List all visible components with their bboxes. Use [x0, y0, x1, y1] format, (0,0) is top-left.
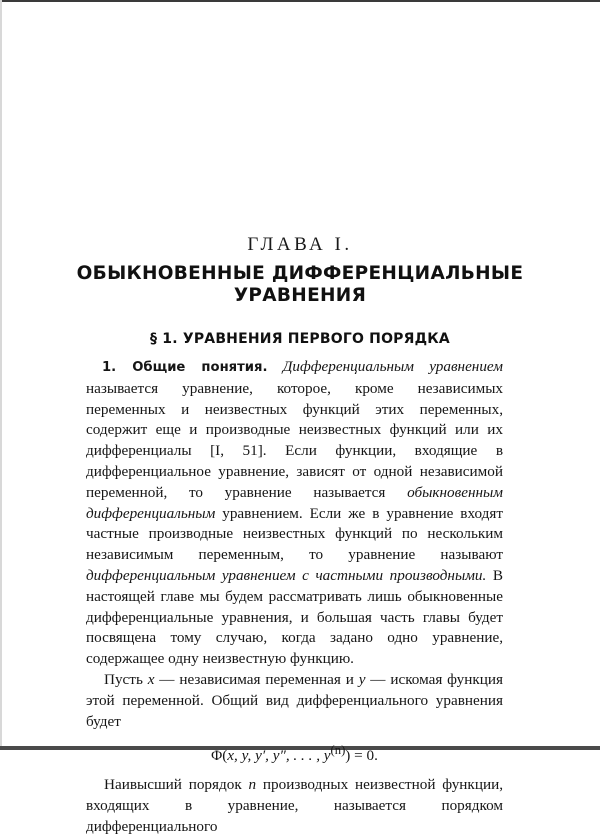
term-differential-equation: Дифференциальным уравнением — [282, 358, 503, 375]
formula-phi: Φ( — [211, 747, 228, 765]
term-ordinary-differential: обыкновенным дифференциальным — [86, 483, 503, 522]
math-variable-x: x — [147, 670, 155, 688]
general-equation-formula — [86, 740, 503, 767]
text-run: производных неизвестной функции, входящих в уравнение, называется порядком дифференциального — [86, 776, 503, 835]
text-run — [268, 358, 283, 375]
formula-order-superscript: (n) — [330, 743, 346, 758]
chapter-title-line-2: УРАВНЕНИЯ — [233, 285, 367, 306]
body-text — [86, 357, 503, 838]
formula-end: ) = 0. — [345, 747, 378, 765]
chapter-title — [60, 263, 540, 307]
chapter-label: ГЛАВА I. — [247, 234, 353, 255]
formula-arguments: x, y, y′, y″, . . . , y — [227, 747, 331, 765]
text-run: Пусть — [104, 670, 148, 688]
paragraph-order-definition — [86, 775, 503, 837]
section-title: § 1. УРАВНЕНИЯ ПЕРВОГО ПОРЯДКА — [150, 331, 450, 347]
text-run: называется уравнение, которое, кроме независимых переменных и неизвестных функций этих переменных, содержит еще и производные неизвестных функций или их дифференциалы [I, 51]. Если функции, входящие в дифференциальное уравнение, зависят от одной независимой переменной, то уравнение называется — [86, 379, 503, 501]
text-run: Наивысший порядок — [104, 776, 249, 794]
text-run: — независимая переменная и — [154, 670, 359, 688]
text-run: — искомая функция этой переменной. Общий вид дифференциального уравнения будет — [86, 670, 503, 730]
math-variable-y: y — [358, 670, 366, 688]
paragraph-general-form — [86, 670, 503, 732]
page-top-edge — [0, 0, 600, 2]
term-partial-differential-equation: дифференциальным уравнением с частными производными. — [86, 566, 487, 584]
text-run: уравнением. Если же в уравнение входят частные производные неизвестных функций по нескольким независимым переменным, то уравнение называют — [86, 504, 503, 564]
paragraph-general-concepts — [86, 357, 503, 670]
text-run: В настоящей главе мы будем рассматривать лишь обыкновенные дифференциальные уравнения, и большая часть главы будет посвящена тому случаю, когда задано одно уравнение, содержащее одну неизвестную функцию. — [86, 566, 503, 668]
paragraph-subhead: 1. Общие понятия. — [102, 360, 268, 375]
chapter-title-line-1: ОБЫКНОВЕННЫЕ ДИФФЕРЕНЦИАЛЬНЫЕ — [76, 263, 524, 284]
page-left-edge — [0, 0, 2, 750]
math-variable-n: n — [248, 776, 257, 794]
